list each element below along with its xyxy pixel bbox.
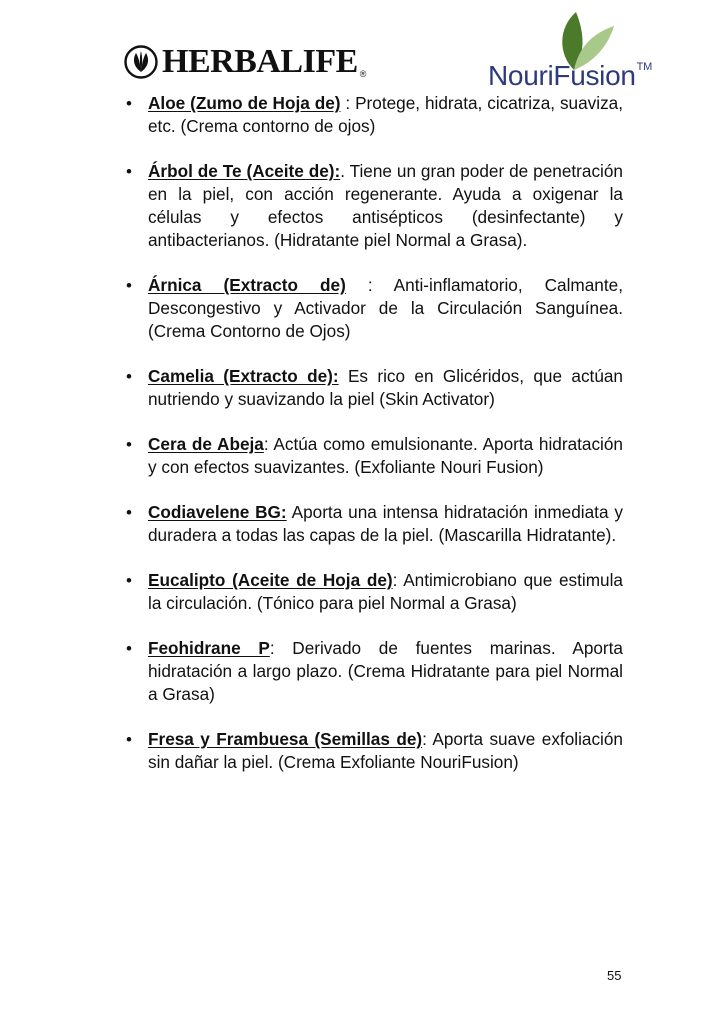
herbalife-leaf-icon: [124, 45, 158, 79]
ingredient-term: Árbol de Te (Aceite de):: [148, 161, 341, 181]
ingredient-description: Antimicrobiano que estimula la circulación. (Tónico para piel Normal a Grasa): [148, 570, 623, 613]
list-item: [123, 637, 623, 706]
list-item: [123, 365, 623, 411]
ingredient-description: Derivado de fuentes marinas. Aporta hidratación a largo plazo. (Crema Hidratante para piel Normal a Grasa): [148, 638, 623, 704]
list-item: [123, 728, 623, 774]
item-text: [148, 92, 623, 138]
term-separator: :: [340, 93, 356, 113]
nourifusion-text: NouriFusion: [488, 60, 636, 91]
bullet-icon: •: [126, 639, 132, 658]
ingredient-description: Aporta suave exfoliación sin dañar la piel. (Crema Exfoliante NouriFusion): [148, 729, 623, 772]
term-separator: :: [422, 729, 433, 749]
ingredient-description: Es rico en Glicéridos, que actúan nutriendo y suavizando la piel (Skin Activator): [148, 366, 623, 409]
ingredient-description: Actúa como emulsionante. Aporta hidratación y con efectos suavizantes. (Exfoliante Nouri Fusion): [148, 434, 623, 477]
bullet-icon: •: [126, 435, 132, 454]
page-number: 55: [607, 968, 622, 983]
ingredient-term: Aloe (Zumo de Hoja de): [148, 93, 341, 113]
term-separator: :: [392, 570, 404, 590]
term-separator: [339, 366, 348, 386]
bullet-icon: •: [126, 503, 132, 522]
bullet-icon: •: [126, 276, 132, 295]
ingredient-term: Cera de Abeja: [148, 434, 264, 454]
item-text: [148, 501, 623, 547]
bullet-icon: •: [126, 367, 132, 386]
ingredient-term: Árnica (Extracto de): [148, 275, 346, 295]
list-item: [123, 92, 623, 138]
list-item: [123, 569, 623, 615]
ingredient-description: Aporta una intensa hidratación inmediata y duradera a todas las capas de la piel. (Mascarilla Hidratante).: [148, 502, 623, 545]
bullet-icon: •: [126, 571, 132, 590]
ingredient-description: Tiene un gran poder de penetración en la piel, con acción regenerante. Ayuda a oxigenar la células y efectos antisépticos (desinfectante) y antibacterianos. (Hidratante piel Normal a Grasa).: [148, 161, 623, 250]
list-item: [123, 433, 623, 479]
term-separator: .: [340, 161, 350, 181]
ingredient-term: Eucalipto (Aceite de Hoja de): [148, 570, 393, 590]
ingredient-description: Anti-inflamatorio, Calmante, Descongestivo y Activador de la Circulación Sanguínea. (Crema Contorno de Ojos): [148, 275, 623, 341]
item-text: [148, 160, 623, 252]
trademark: TM: [636, 61, 652, 73]
list-item: [123, 501, 623, 547]
ingredient-term: Fresa y Frambuesa (Semillas de): [148, 729, 423, 749]
item-text: [148, 274, 623, 343]
herbalife-logo: [124, 41, 366, 83]
item-text: [148, 569, 623, 615]
item-text: [148, 365, 623, 411]
herbalife-wordmark: HERBALIFE: [162, 43, 358, 80]
ingredient-term: Codiavelene BG:: [148, 502, 287, 522]
bullet-icon: •: [126, 94, 132, 113]
term-separator: :: [263, 434, 274, 454]
nourifusion-wordmark: [488, 62, 652, 90]
list-item: [123, 274, 623, 343]
ingredient-term: Camelia (Extracto de):: [148, 366, 339, 386]
bullet-icon: •: [126, 730, 132, 749]
item-text: [148, 433, 623, 479]
registered-mark: ®: [359, 69, 367, 79]
term-separator: :: [269, 638, 293, 658]
list-item: [123, 160, 623, 252]
ingredient-list: [123, 92, 623, 796]
ingredient-term: Feohidrane P: [148, 638, 270, 658]
item-text: [148, 728, 623, 774]
nourifusion-logo: [488, 10, 658, 90]
term-separator: :: [345, 275, 394, 295]
ingredient-description: Protege, hidrata, cicatriza, suaviza, etc. (Crema contorno de ojos): [148, 93, 623, 136]
bullet-icon: •: [126, 162, 132, 181]
item-text: [148, 637, 623, 706]
